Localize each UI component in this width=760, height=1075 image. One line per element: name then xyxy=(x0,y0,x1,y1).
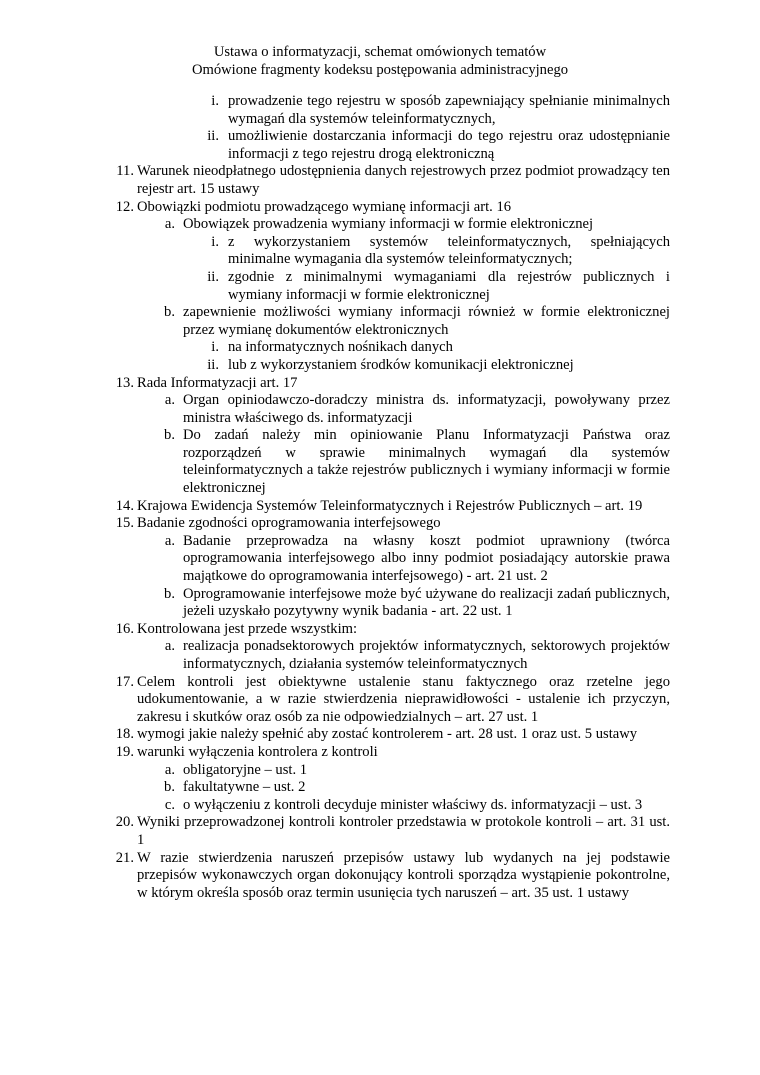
list-item-marker: b. xyxy=(164,779,175,796)
list-item xyxy=(116,163,670,198)
list-item-text: Obowiązki podmiotu prowadzącego wymianę informacji art. 16 xyxy=(137,198,512,215)
list-item-text: realizacja ponadsektorowych projektów informatycznych, sektorowych projektów informatycznych, działania systemów teleinformatycznych xyxy=(183,638,670,672)
list-item xyxy=(115,198,670,217)
list-item xyxy=(211,93,670,128)
list-item-text: obligatoryjne – ust. 1 xyxy=(183,761,308,778)
list-item-marker: b. xyxy=(164,427,175,444)
list-item-text: Obowiązek prowadzenia wymiany informacji w formie elektronicznej xyxy=(183,216,594,233)
list-item-marker: 20. xyxy=(115,814,134,831)
list-item xyxy=(164,585,670,621)
list-item-marker: a. xyxy=(164,638,175,655)
list-item-text: na informatycznych nośnikach danych xyxy=(228,339,453,356)
list-item xyxy=(164,779,670,797)
list-item-marker: i. xyxy=(211,339,219,356)
list-item xyxy=(211,233,670,269)
list-item xyxy=(207,128,670,163)
list-item-text: W razie stwierdzenia naruszeń przepisów ustawy lub wydanych na jej podstawie przepisów wykonawczych organ dokonujący kontroli sporządza wystąpienie pokontrolne, w którym określa sposób oraz termin usunięcia tych naruszeń – art. 35 ust. 1 ustawy xyxy=(137,849,670,901)
list-item-text: zapewnienie możliwości wymiany informacji również w formie elektronicznej przez wymianę dokumentów elektronicznych xyxy=(183,304,670,338)
list-item-text: Badanie przeprowadza na własny koszt podmiot uprawniony (twórca oprogramowania interfejsowego albo inny podmiot posiadający autorskie prawa majątkowe do oprogramowania interfejsowego) - art. 21 ust. 2 xyxy=(183,532,670,585)
list-item xyxy=(115,726,670,744)
list-item xyxy=(115,620,670,639)
list-item xyxy=(164,532,670,586)
list-item-text: umożliwienie dostarczania informacji do tego rejestru oraz udostępnianie informacji z tego rejestru drogą elektroniczną xyxy=(228,128,670,162)
list-item-marker: ii. xyxy=(207,356,219,373)
list-item-marker: a. xyxy=(164,216,175,233)
list-item-text: Wyniki przeprowadzonej kontroli kontroler przedstawia w protokole kontroli – art. 31 ust. 1 xyxy=(137,814,670,848)
list-item-text: zgodnie z minimalnymi wymaganiami dla rejestrów publicznych i wymiany informacji w formie elektronicznej xyxy=(228,268,670,303)
list-item-marker: 18. xyxy=(115,726,134,743)
list-item-text: prowadzenie tego rejestru w sposób zapewniający spełnianie minimalnych wymagań dla systemów teleinformatycznych, xyxy=(228,93,670,127)
list-item-marker: 19. xyxy=(115,743,134,760)
list-item-marker: 15. xyxy=(115,515,134,532)
list-item xyxy=(115,515,670,533)
list-item-marker: a. xyxy=(164,761,175,778)
list-item-marker: 12. xyxy=(115,198,134,215)
list-item-text: Warunek nieodpłatnego udostępnienia danych rejestrowych przez podmiot prowadzący ten rejestr art. 15 ustawy xyxy=(137,163,670,197)
list-item-marker: ii. xyxy=(207,268,219,285)
list-item xyxy=(164,638,670,673)
list-item-marker: c. xyxy=(164,796,175,813)
list-item-text: Do zadań należy min opiniowanie Planu Informatyzacji Państwa oraz rozporządzeń w sprawie minimalnych wymagań dla systemów teleinformatycznych a także rejestrów publicznych i wymiany informacji w formie elektronicznej xyxy=(183,427,670,497)
header-title-line-1: Ustawa o informatyzacji, schemat omówionych tematów xyxy=(213,44,547,60)
list-item-marker: 21. xyxy=(115,849,134,866)
list-item xyxy=(211,339,670,357)
list-item-text: Organ opiniodawczo-doradczy ministra ds. informatyzacji, powoływany przez ministra właściwego ds. informatyzacji xyxy=(183,392,670,426)
list-item-text: Kontrolowana jest przede wszystkim: xyxy=(137,620,358,637)
list-item xyxy=(115,497,670,516)
list-item-marker: a. xyxy=(164,532,175,549)
list-item-marker: 16. xyxy=(115,620,134,637)
list-item xyxy=(164,304,670,339)
list-item-marker: ii. xyxy=(207,128,219,145)
list-item-text: o wyłączeniu z kontroli decyduje minister właściwy ds. informatyzacji – ust. 3 xyxy=(183,796,643,813)
list-item xyxy=(164,216,670,234)
list-item xyxy=(115,849,670,903)
list-item xyxy=(164,796,670,815)
list-item xyxy=(164,392,670,427)
list-item xyxy=(115,673,670,727)
list-item-text: Krajowa Ewidencja Systemów Teleinformatycznych i Rejestrów Publicznych – art. 19 xyxy=(137,497,643,514)
list-item xyxy=(164,761,670,780)
list-item xyxy=(115,814,670,849)
list-item-text: Badanie zgodności oprogramowania interfejsowego xyxy=(137,515,441,532)
list-item-marker: i. xyxy=(211,233,219,250)
list-item-text: Oprogramowanie interfejsowe może być używane do realizacji zadań publicznych, jeżeli uzyskało pozytywny wynik badania - art. 22 ust. 1 xyxy=(183,585,670,620)
list-item-marker: 17. xyxy=(115,673,134,690)
list-item-marker: a. xyxy=(164,392,175,409)
list-item xyxy=(115,374,670,393)
list-item-marker: 14. xyxy=(115,497,134,514)
page-header xyxy=(0,44,760,79)
list-item-text: wymogi jakie należy spełnić aby zostać kontrolerem - art. 28 ust. 1 oraz ust. 5 ustawy xyxy=(137,726,638,743)
list-item-text: Celem kontroli jest obiektywne ustalenie stanu faktycznego oraz rzetelne jego udokumentowanie, a w razie stwierdzenia nieprawidłowości - ustalenie ich przyczyn, zakresu i skutków oraz osób za nie odpowiedzialnych – art. 27 ust. 1 xyxy=(137,673,670,725)
list-item xyxy=(164,427,670,497)
list-item-text: z wykorzystaniem systemów teleinformatycznych, spełniających minimalne wymagania dla systemów teleinformatycznych; xyxy=(228,233,670,268)
list-item-text: fakultatywne – ust. 2 xyxy=(183,779,306,796)
list-item xyxy=(115,743,670,762)
list-item xyxy=(207,268,670,304)
list-item-marker: i. xyxy=(211,93,219,109)
list-item-text: warunki wyłączenia kontrolera z kontroli xyxy=(137,743,378,760)
list-item-text: lub z wykorzystaniem środków komunikacji elektronicznej xyxy=(228,356,574,373)
list-item-marker: b. xyxy=(164,585,175,602)
header-title-line-2: Omówione fragmenty kodeksu postępowania administracyjnego xyxy=(191,61,569,78)
list-item xyxy=(207,356,670,375)
list-item-marker: 11. xyxy=(116,163,134,180)
document-body xyxy=(0,93,760,902)
list-item-text: Rada Informatyzacji art. 17 xyxy=(137,374,298,391)
list-item-marker: 13. xyxy=(115,374,134,391)
list-item-marker: b. xyxy=(164,304,175,321)
